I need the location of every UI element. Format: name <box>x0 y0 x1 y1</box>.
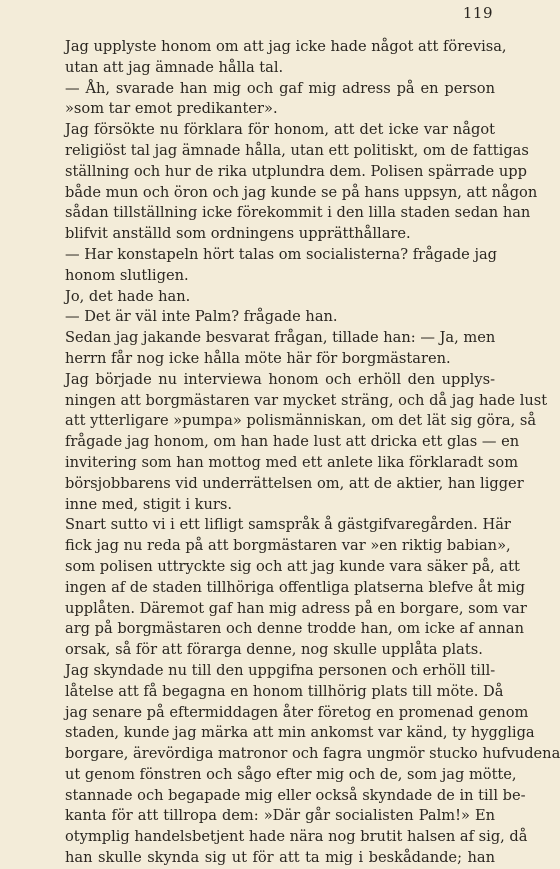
text-line: invitering som han mottog med ett anlete lika förklaradt som <box>65 453 519 471</box>
text-line: staden, kunde jag märka att min ankomst var känd, ty hyggliga <box>65 724 535 742</box>
text-line: att ytterligare »pumpa» polismänniskan, om det lät sig göra, så <box>65 412 537 430</box>
text-line: Jag upplyste honom om att jag icke hade något att förevisa, <box>65 38 507 55</box>
text-line: Snart sutto vi i ett lifligt samspråk å gästgifvaregården. Här <box>65 516 511 534</box>
text-line: — Det är väl inte Palm? frågade han. <box>65 308 338 326</box>
text-line: både mun och öron och jag kunde se på hans uppsyn, att någon <box>65 183 538 201</box>
text-line: ingen af de staden tillhöriga offentliga platserna blefve åt mig <box>65 578 525 596</box>
text-line: religiöst tal jag ämnade hålla, utan ett politiskt, om de fattigas <box>65 141 529 159</box>
text-line: Jo, det hade han. <box>65 287 191 305</box>
text-line: Sedan jag jakande besvarat frågan, tillade han: — Ja, men <box>65 329 496 347</box>
text-line: frågade jag honom, om han hade lust att dricka ett glas — en <box>65 433 520 451</box>
text-line: honom slutligen. <box>65 266 189 284</box>
text-line: — Har konstapeln hört talas om socialisterna? frågade jag <box>65 245 498 263</box>
text-line: blifvit anställd som ordningens upprätthållare. <box>65 225 411 243</box>
page-number: 119 <box>462 4 493 22</box>
text-line: fick jag nu reda på att borgmästaren var »en riktig babian», <box>65 537 511 555</box>
text-line: Jag försökte nu förklara för honom, att det icke var något <box>65 121 495 139</box>
text-line: börsjobbarens vid underrättelsen om, att de aktier, han ligger <box>65 474 524 492</box>
text-line: ningen att borgmästaren var mycket sträng, och då jag hade lust <box>65 391 548 409</box>
text-line: »som tar emot predikanter». <box>65 100 278 118</box>
text-line: Jag skyndade nu till den uppgifna personen och erhöll till- <box>65 661 496 679</box>
text-line: han skulle skynda sig ut för att ta mig i beskådande; han <box>65 849 495 867</box>
text-line: stannade och begapade mig eller också skyndade de in till be- <box>65 786 526 804</box>
text-line: borgare, ärevördiga matronor och fagra ungmör stucko hufvudena <box>65 745 560 763</box>
text-line: orsak, så för att förarga denne, nog skulle upplåta plats. <box>65 641 483 659</box>
text-line: arg på borgmästaren och denne trodde han, om icke af annan <box>65 620 525 638</box>
text-line: kanta för att tillropa dem: »Där går socialisten Palm!» En <box>65 807 495 825</box>
text-line: Jag började nu interviewa honom och erhöll den upplys- <box>65 370 495 388</box>
body-text <box>65 37 560 869</box>
text-line: ut genom fönstren och sågo efter mig och de, som jag mötte, <box>65 765 517 783</box>
text-line: sådan tillställning icke förekommit i den lilla staden sedan han <box>65 204 531 222</box>
text-line: som polisen uttryckte sig och att jag kunde vara säker på, att <box>65 557 520 575</box>
text-line: jag senare på eftermiddagen åter företog en promenad genom <box>65 703 529 721</box>
text-line: herrn får nog icke hålla möte här för borgmästaren. <box>65 349 451 367</box>
text-line: upplåten. Däremot gaf han mig adress på en borgare, som var <box>65 599 527 617</box>
text-line: otymplig handelsbetjent hade nära nog brutit halsen af sig, då <box>65 828 528 846</box>
text-line: ställning och hur de rika utplundra dem. Polisen spärrade upp <box>65 162 527 180</box>
text-line: inne med, stigit i kurs. <box>65 495 233 513</box>
text-line: låtelse att få begagna en honom tillhörig plats till möte. Då <box>65 682 504 700</box>
text-line: — Åh, svarade han mig och gaf mig adress på en person <box>65 79 495 97</box>
text-line: utan att jag ämnade hålla tal. <box>65 58 284 76</box>
